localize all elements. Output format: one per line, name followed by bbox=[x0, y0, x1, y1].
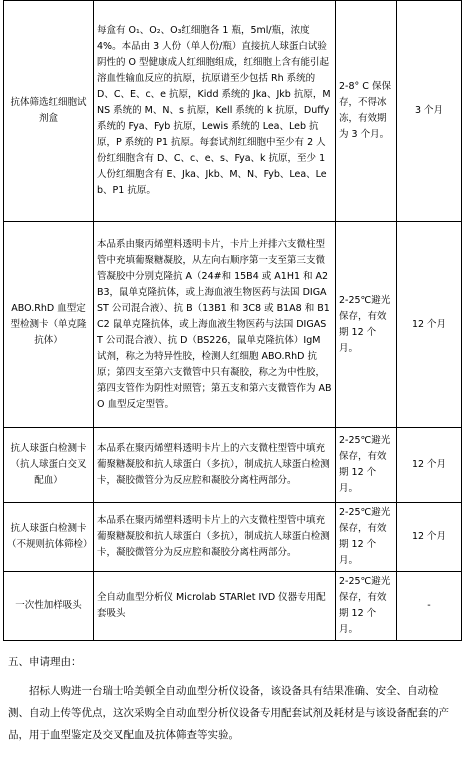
validity-cell: - bbox=[397, 572, 462, 641]
product-description-cell: 本品系由聚丙烯塑料透明卡片，卡片上并排六支微柱型管中充填葡聚糖凝胶，从左向右顺序第一支至第三支微管凝胶中分别克隆抗 A（24#和 15B4 或 A1H1 和 A2B3，鼠单克隆抗体，或上海血液生物医药与法国 DIGAST 公司混合液）、抗 B（13B1 和 3C8 或 B1A8 和 B1C2 鼠单克隆抗体，或上海血液生物医药与法国 DIGAST 公司混合液）、抗 D（BS226，鼠单克隆抗体）IgM 试剂，称之为特异性胶，检测人红细胞 ABO.RhD 抗原；第四支至第六支微管中只有凝胶，称之为中性胶，第四支管作为阴性对照管；第五支和第六支微管作为 ABO 血型反定型管。 bbox=[94, 222, 336, 428]
section-heading: 五、申请理由： bbox=[8, 656, 82, 668]
table-row bbox=[4, 572, 462, 641]
product-description-cell: 本品系在聚丙烯塑料透明卡片上的六支微柱型管中填充葡聚糖凝胶和抗人球蛋白（多抗），制成抗人球蛋白检测卡，凝胶微管分为反应腔和凝胶分离柱两部分。 bbox=[94, 503, 336, 572]
table-row bbox=[4, 428, 462, 503]
storage-condition-cell: 2-8° C 保保存，不得冰冻，有效期为 3 个月。 bbox=[336, 1, 397, 222]
product-name-cell: 抗人球蛋白检测卡（抗人球蛋白交叉配血） bbox=[4, 428, 94, 503]
storage-condition-cell: 2-25℃避光保存，有效期 12 个月。 bbox=[336, 503, 397, 572]
storage-condition-cell: 2-25℃避光保存，有效期 12 个月。 bbox=[336, 572, 397, 641]
product-name-cell: 抗体筛选红细胞试剂盒 bbox=[4, 1, 94, 222]
product-name-cell: ABO.RhD 血型定型检测卡（单克隆抗体） bbox=[4, 222, 94, 428]
product-name-cell: 一次性加样吸头 bbox=[4, 572, 94, 641]
product-name-cell: 抗人球蛋白检测卡（不规则抗体筛检） bbox=[4, 503, 94, 572]
storage-condition-cell: 2-25℃避光保存，有效期 12 个月。 bbox=[336, 222, 397, 428]
product-description-cell: 本品系在聚丙烯塑料透明卡片上的六支微柱型管中填充葡聚糖凝胶和抗人球蛋白（多抗），制成抗人球蛋白检测卡，凝胶微管分为反应腔和凝胶分离柱两部分。 bbox=[94, 428, 336, 503]
product-description-cell: 每盒有 O₁、O₂、O₃红细胞各 1 瓶，5ml/瓶，浓度 4%。本品由 3 人份（单人份/瓶）直接抗人球蛋白试验阴性的 O 型健康成人红细胞组成，红细胞上含有能引起溶血性输血反应的抗原，抗原谱至少包括 Rh 系统的 D、C、E、c、e 抗原，Kidd 系统的 Jka、Jkb 抗原，MNS 系统的 M、N、s 抗原，Kell 系统的 k 抗原，Duffy 系统的 Fya、Fyb 抗原，Lewis 系统的 Lea、Leb 抗原，P 系统的 P1 抗原。每套试剂红细胞中至少有 2 人份红细胞含有 D、C、c、e、s、Fya、k 抗原，至少 1 人份红细胞含有 E、Jka、Jkb、M、N、Fyb、Lea、Leb、P1 抗原。 bbox=[94, 1, 336, 222]
product-description-cell: 全自动血型分析仪 Microlab STARlet IVD 仪器专用配套吸头 bbox=[94, 572, 336, 641]
table-row bbox=[4, 1, 462, 222]
validity-cell: 12 个月 bbox=[397, 503, 462, 572]
reagent-spec-table bbox=[3, 0, 462, 641]
table-row bbox=[4, 503, 462, 572]
validity-cell: 12 个月 bbox=[397, 222, 462, 428]
table-row bbox=[4, 222, 462, 428]
section-paragraph: 招标人购进一台瑞士哈美顿全自动血型分析仪设备，该设备具有结果准确、安全、自动检测、自动上传等优点，这次采购全自动血型分析仪设备专用配套试剂及耗材是与该设备配套的产品，用于血型鉴定及交叉配血及抗体筛查等实验。 bbox=[8, 685, 449, 741]
storage-condition-cell: 2-25℃避光保存，有效期 12 个月。 bbox=[336, 428, 397, 503]
validity-cell: 3 个月 bbox=[397, 1, 462, 222]
validity-cell: 12 个月 bbox=[397, 428, 462, 503]
